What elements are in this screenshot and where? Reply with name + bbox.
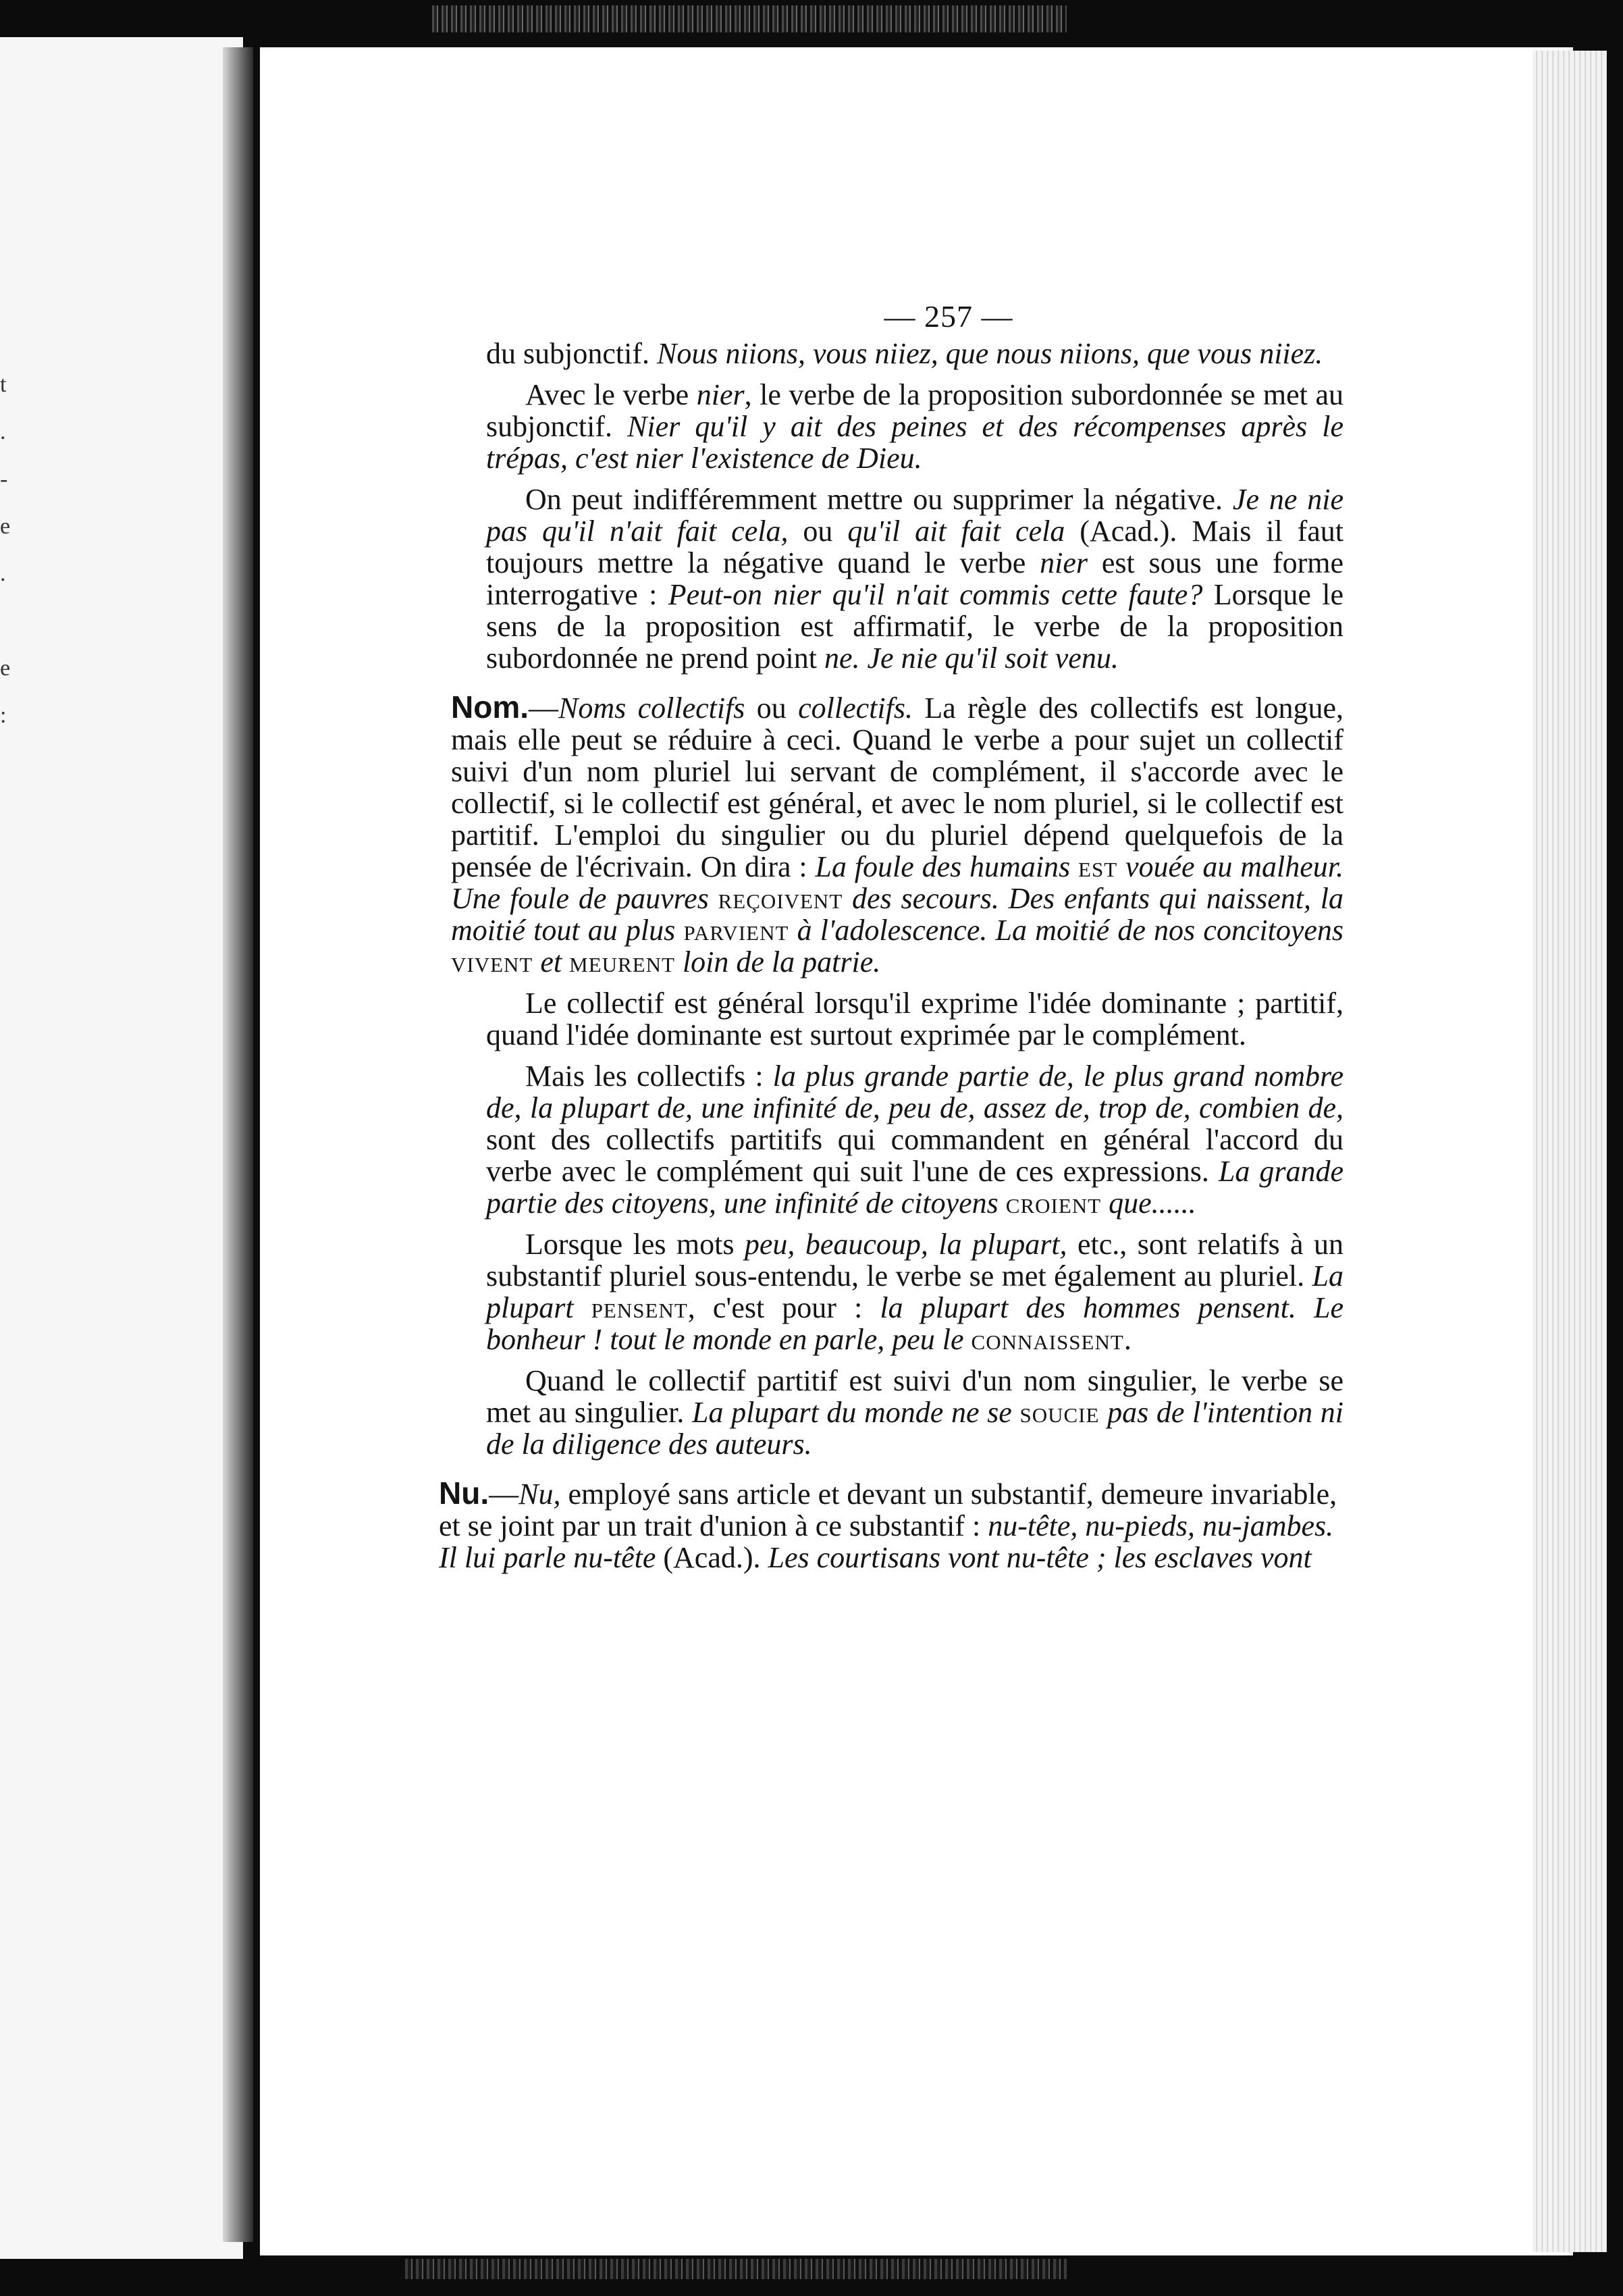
nu-text-2: (Acad.). [656,1541,768,1574]
nu-dash: — [489,1478,519,1511]
negative-paragraph [486,484,1343,674]
nom-example-5: et [533,945,570,979]
collectifs-example-3: que...... [1101,1186,1196,1220]
nom-dash: — [529,692,558,725]
page-content [439,299,1344,1583]
nom-entry [451,689,1344,979]
peu-beaucoup-paragraph [486,1228,1343,1355]
nom-verb-5: meurent [569,945,675,979]
collectifs-text-1: Mais les collectifs : [525,1060,773,1093]
singulier-text-1: Quand le collectif partitif est suivi d'un nom singulier, le verbe se met au singulier. [486,1364,1343,1429]
nom-verb-4: vivent [451,945,533,979]
negative-word-2: ne. [824,642,860,675]
negative-word-1: nier [1040,546,1088,579]
scan-bottom-edge [405,2259,1067,2279]
negative-text-4: est sous une forme interrogative : [486,546,1343,611]
peu-verb-2: connaissent [971,1323,1124,1356]
intro-text: du subjonctif. [486,337,657,370]
collectifs-paragraph [486,1060,1343,1219]
collectifs-verb-1: croient [1005,1186,1102,1220]
left-page [0,37,243,2259]
nom-example-2: vouée au malheur. Une foule de pauvres [451,850,1343,915]
nier-middle: , le verbe de la proposition subordonnée se met au subjonctif. [486,378,1343,443]
peu-example-3: la plupart des hommes pensent. Le bonheur ! tout le monde en parle, peu le [486,1291,1343,1356]
scan-top-edge [432,5,1067,32]
peu-text-1: Lorsque les mots [525,1228,745,1261]
nom-example-1: La foule des humains [815,850,1079,883]
nom-example-3: des secours. Des enfants qui naissent, la moitié tout au plus [451,882,1343,947]
nom-heading-2: collectifs. [798,692,913,725]
intro-paragraph [486,338,1343,369]
nu-headword: Nu. [439,1476,489,1511]
nier-example: Nier qu'il y ait des peines et des récompenses après le trépas, c'est nier l'existence de Dieu. [486,410,1343,475]
nom-headword: Nom. [451,689,529,725]
nom-verb-2: reçoivent [718,882,843,915]
peu-text-4: . [1123,1323,1132,1356]
page-number: — 257 — [884,299,1013,334]
nom-example-6: loin de la patrie. [674,945,881,979]
negative-example-1: Je ne nie pas qu'il n'ait fait cela, [486,483,1343,548]
nom-text-1: ou [745,692,799,725]
negative-example-2: qu'il ait fait cela [847,515,1065,548]
peu-example-1: peu, beaucoup, la plupart, [744,1228,1067,1261]
nier-paragraph [486,379,1343,474]
nu-example-2: Les courtisans vont nu-tête ; les esclaves vont [768,1541,1312,1574]
peu-example-2: La plupart [486,1259,1343,1324]
nu-text-1: employé sans article et devant un substantif, demeure invariable, et se joint par un trait d'union à ce substantif : [439,1478,1337,1542]
nom-verb-3: parvient [683,914,789,947]
singulier-example-2: pas de l'intention ni de la diligence des auteurs. [486,1396,1343,1461]
singulier-paragraph [486,1365,1343,1460]
peu-text-3: , c'est pour : [687,1291,880,1324]
negative-example-4: Je nie qu'il soit venu. [859,642,1119,675]
nom-example-4: à l'adolescence. La moitié de nos concitoyens [789,914,1343,947]
collectifs-example-2: La grande partie des citoyens, une infinité de citoyens [486,1155,1343,1220]
left-page-margin-fragments: t . - e . e : [0,372,11,728]
collectifs-text-2: sont des collectifs partitifs qui commandent en général l'accord du verbe avec le complément qui suit l'une de ces expressions. [486,1123,1343,1188]
nom-text-2: La règle des collectifs est longue, mais elle peut se réduire à ceci. Quand le verbe a pour sujet un collectif suivi d'un nom pluriel lui servant de complément, il s'accorde avec le collectif, si le collectif est général, et avec le nom pluriel, si le collectif est partitif. L'emploi du singulier ou du pluriel dépend quelquefois de la pensée de l'écrivain. On dira : [451,692,1344,883]
negative-example-3: Peut-on nier qu'il n'ait commis cette faute? [668,578,1203,611]
book-gutter-shadow [223,47,253,2242]
general-partitif-paragraph: Le collectif est général lorsqu'il exprime l'idée dominante ; partitif, quand l'idée dominante est surtout exprimée par le complément. [486,987,1343,1051]
peu-text-2: etc., sont relatifs à un substantif pluriel sous-entendu, le verbe se met également au pluriel. [486,1228,1343,1293]
negative-text-5: Lorsque le sens de la proposition est affirmatif, le verbe de la proposition subordonnée ne prend point [486,578,1344,675]
nu-heading: Nu, [518,1478,561,1511]
intro-example: Nous niions, vous niiez, que nous niions, que vous niiez. [656,337,1323,370]
negative-text-1: On peut indifféremment mettre ou supprimer la négative. [525,483,1233,516]
nom-verb-1: est [1078,850,1118,883]
negative-text-3: (Acad.). Mais il faut toujours mettre la négative quand le verbe [486,515,1344,579]
collectifs-example-1: la plus grande partie de, le plus grand nombre de, la plupart de, une infinité de, peu de, assez de, trop de, combien de, [486,1060,1343,1124]
nu-entry [439,1478,1343,1573]
nier-prefix: Avec le verbe [525,378,697,411]
singulier-verb-1: soucie [1019,1396,1100,1429]
singulier-example-1: La plupart du monde ne se [692,1396,1020,1429]
negative-text-2: ou [788,515,848,548]
nier-word: nier [696,378,745,411]
nu-example-1: nu-tête, nu-pieds, nu-jambes. Il lui parle nu-tête [439,1509,1334,1574]
page-edges [1533,51,1607,2252]
peu-verb-1: pensent [591,1291,688,1324]
nom-heading-1: Noms collectifs [558,692,745,725]
